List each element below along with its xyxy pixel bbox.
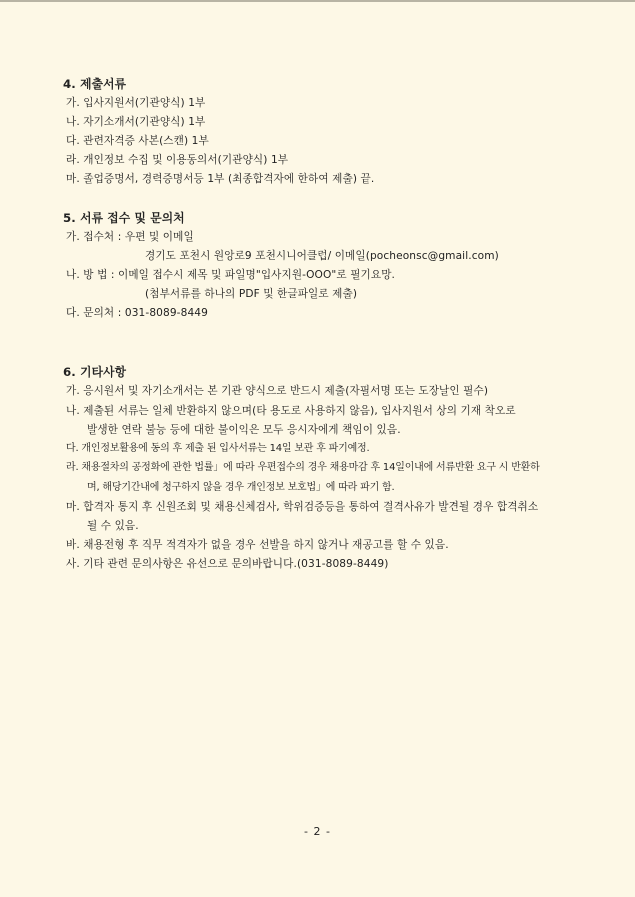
note-line: 바. 채용전형 후 직무 적격자가 없을 경우 선발을 하지 않거나 재공고를 할 수 있음. <box>66 539 449 551</box>
page-number: - 2 - <box>304 825 331 838</box>
note-line-continued: 발생한 연락 불능 등에 대한 불이익은 모두 응시자에게 책임이 있음. <box>87 424 401 436</box>
document-item: 나. 자기소개서(기관양식) 1부 <box>66 116 206 128</box>
contact-address: 경기도 포천시 원앙로9 포천시니어클럽/ 이메일(pocheonsc@gmail.com) <box>145 250 499 262</box>
document-item: 가. 입사지원서(기관양식) 1부 <box>66 97 206 109</box>
note-line: 다. 개인정보활용에 동의 후 제출 된 입사서류는 14일 보관 후 파기예정. <box>66 443 370 454</box>
note-line: 가. 응시원서 및 자기소개서는 본 기관 양식으로 반드시 제출(자필서명 또는 도장날인 필수) <box>66 385 489 397</box>
contact-line: 나. 방 법 : 이메일 접수시 제목 및 파일명"입사지원-OOO"로 필기요망. <box>66 269 395 281</box>
contact-phone: 다. 문의처 : 031-8089-8449 <box>66 307 208 319</box>
document-item: 마. 졸업증명서, 경력증명서등 1부 (최종합격자에 한하여 제출) 끝. <box>66 173 375 185</box>
note-line-continued: 될 수 있음. <box>87 520 139 532</box>
page-top-border <box>0 0 635 2</box>
document-item: 라. 개인정보 수집 및 이용동의서(기관양식) 1부 <box>66 154 289 166</box>
contact-line: 가. 접수처 : 우편 및 이메일 <box>66 231 194 243</box>
document-item: 다. 관련자격증 사본(스캔) 1부 <box>66 135 209 147</box>
note-line-continued: 며, 해당기간내에 청구하지 않을 경우 개인정보 보호법」에 따라 파기 함. <box>87 482 395 493</box>
contact-note: (첨부서류를 하나의 PDF 및 한글파일로 제출) <box>145 288 358 300</box>
section-heading-submission-documents: 4. 제출서류 <box>63 77 127 91</box>
note-line: 나. 제출된 서류는 일체 반환하지 않으며(타 용도로 사용하지 않음), 입사지원서 상의 기재 착오로 <box>66 405 516 417</box>
note-line: 마. 합격자 통지 후 신원조회 및 채용신체검사, 학위검증등을 통하여 결격사유가 발견될 경우 합격취소 <box>66 501 539 513</box>
note-line: 라. 채용절차의 공정화에 관한 법률」에 따라 우편접수의 경우 채용마감 후 14일이내에 서류반환 요구 시 반환하 <box>66 462 540 473</box>
note-line: 사. 기타 관련 문의사항은 유선으로 문의바랍니다.(031-8089-8449) <box>66 558 389 570</box>
section-heading-other-notes: 6. 기타사항 <box>63 365 127 379</box>
section-heading-application-contact: 5. 서류 접수 및 문의처 <box>63 211 185 225</box>
